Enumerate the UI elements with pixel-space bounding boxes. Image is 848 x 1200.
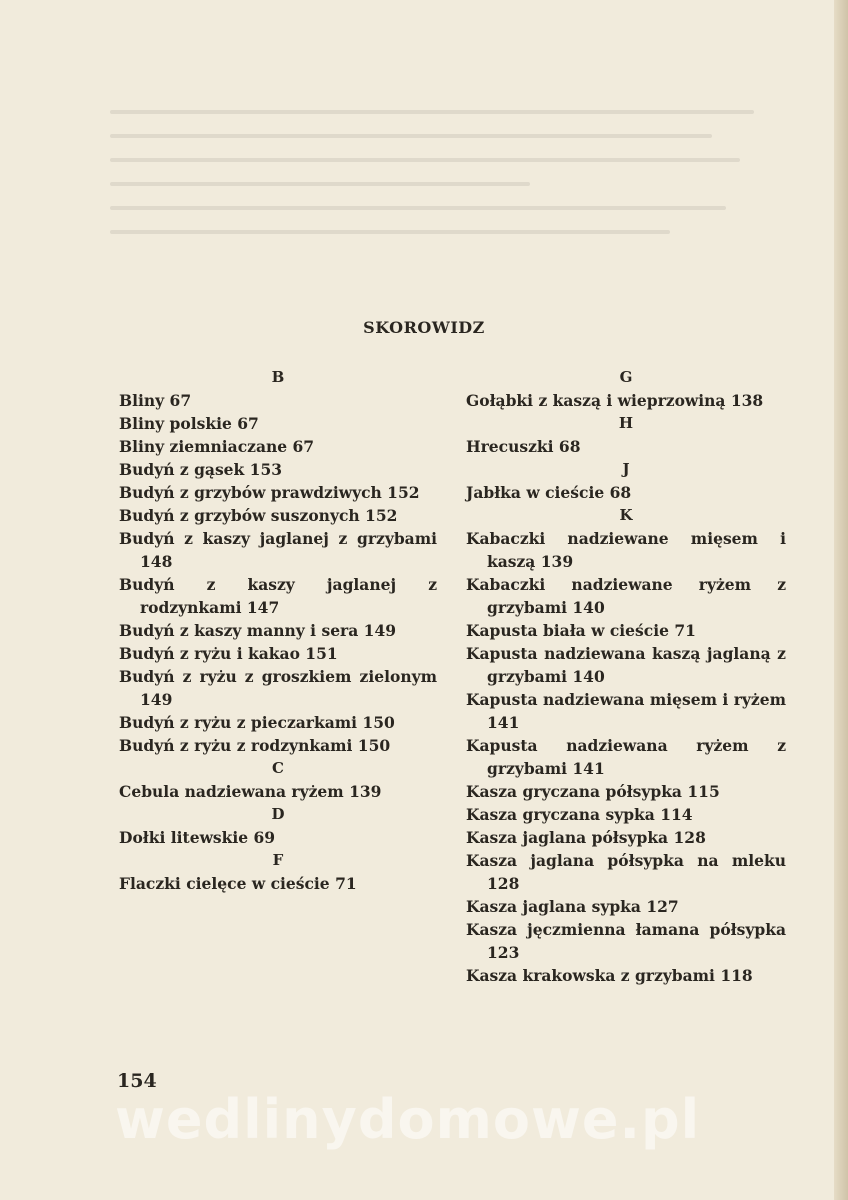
index-right-column	[466, 366, 786, 987]
index-entry: Hrecuszki 68	[466, 437, 581, 456]
index-entry: Budyń z ryżu z pieczarkami 150	[119, 713, 395, 732]
index-entry: Budyń z kaszy jaglanej z rodzynkami 147	[119, 575, 437, 617]
index-entry: Bliny 67	[119, 391, 192, 410]
index-entry: Kasza jaglana półsypka 128	[466, 828, 706, 847]
index-entry: Bliny ziemniaczane 67	[119, 437, 315, 456]
index-entry: Dołki litewskie 69	[119, 828, 276, 847]
index-entry: Kasza jęczmienna łamana półsypka 123	[466, 920, 786, 962]
index-entry: Kapusta nadziewana mięsem i ryżem 141	[466, 690, 786, 732]
index-entry: Kasza jaglana sypka 127	[466, 897, 679, 916]
index-entry: Budyń z kaszy jaglanej z grzybami 148	[119, 529, 437, 571]
index-entry: Budyń z grzybów prawdziwych 152	[119, 483, 420, 502]
index-entry: Kasza gryczana sypka 114	[466, 805, 693, 824]
index-entry: Kabaczki nadziewane ryżem z grzybami 140	[466, 575, 786, 617]
index-letter-heading: G	[619, 368, 633, 386]
page-number: 154	[117, 1070, 157, 1092]
watermark: wedlinydomowe.pl	[115, 1088, 701, 1151]
index-entry: Kabaczki nadziewane mięsem i kaszą 139	[466, 529, 786, 571]
index-left-column	[119, 366, 437, 895]
bleed-through-text	[110, 90, 810, 250]
index-entry: Gołąbki z kaszą i wieprzowiną 138	[466, 391, 764, 410]
index-entry: Kasza jaglana półsypka na mleku 128	[466, 851, 786, 893]
index-entry: Budyń z grzybów suszonych 152	[119, 506, 398, 525]
index-entry: Bliny polskie 67	[119, 414, 259, 433]
index-title: SKOROWIDZ	[363, 318, 485, 337]
index-letter-heading: H	[618, 414, 634, 432]
index-entry: Kapusta nadziewana ryżem z grzybami 141	[466, 736, 786, 778]
index-entry: Kasza krakowska z grzybami 118	[466, 966, 753, 985]
index-letter-heading: J	[622, 460, 630, 478]
index-entry: Budyń z kaszy manny i sera 149	[119, 621, 397, 640]
index-entry: Cebula nadziewana ryżem 139	[119, 782, 382, 801]
index-letter-heading: K	[619, 506, 633, 524]
index-letter-heading: F	[272, 851, 284, 869]
index-entry: Kasza gryczana półsypka 115	[466, 782, 720, 801]
index-entry: Budyń z ryżu z rodzynkami 150	[119, 736, 391, 755]
index-entry: Budyń z gąsek 153	[119, 460, 283, 479]
index-entry: Flaczki cielęce w cieście 71	[119, 874, 357, 893]
index-letter-heading: D	[271, 805, 285, 823]
index-entry: Jabłka w cieście 68	[466, 483, 632, 502]
index-entry: Budyń z ryżu i kakao 151	[119, 644, 338, 663]
index-entry: Kapusta nadziewana kaszą jaglaną z grzybami 140	[466, 644, 786, 686]
index-entry: Budyń z ryżu z groszkiem zielonym 149	[119, 667, 437, 709]
index-letter-heading: C	[272, 759, 284, 777]
index-letter-heading: B	[271, 368, 285, 386]
page-edge	[834, 0, 848, 1200]
index-entry: Kapusta biała w cieście 71	[466, 621, 696, 640]
